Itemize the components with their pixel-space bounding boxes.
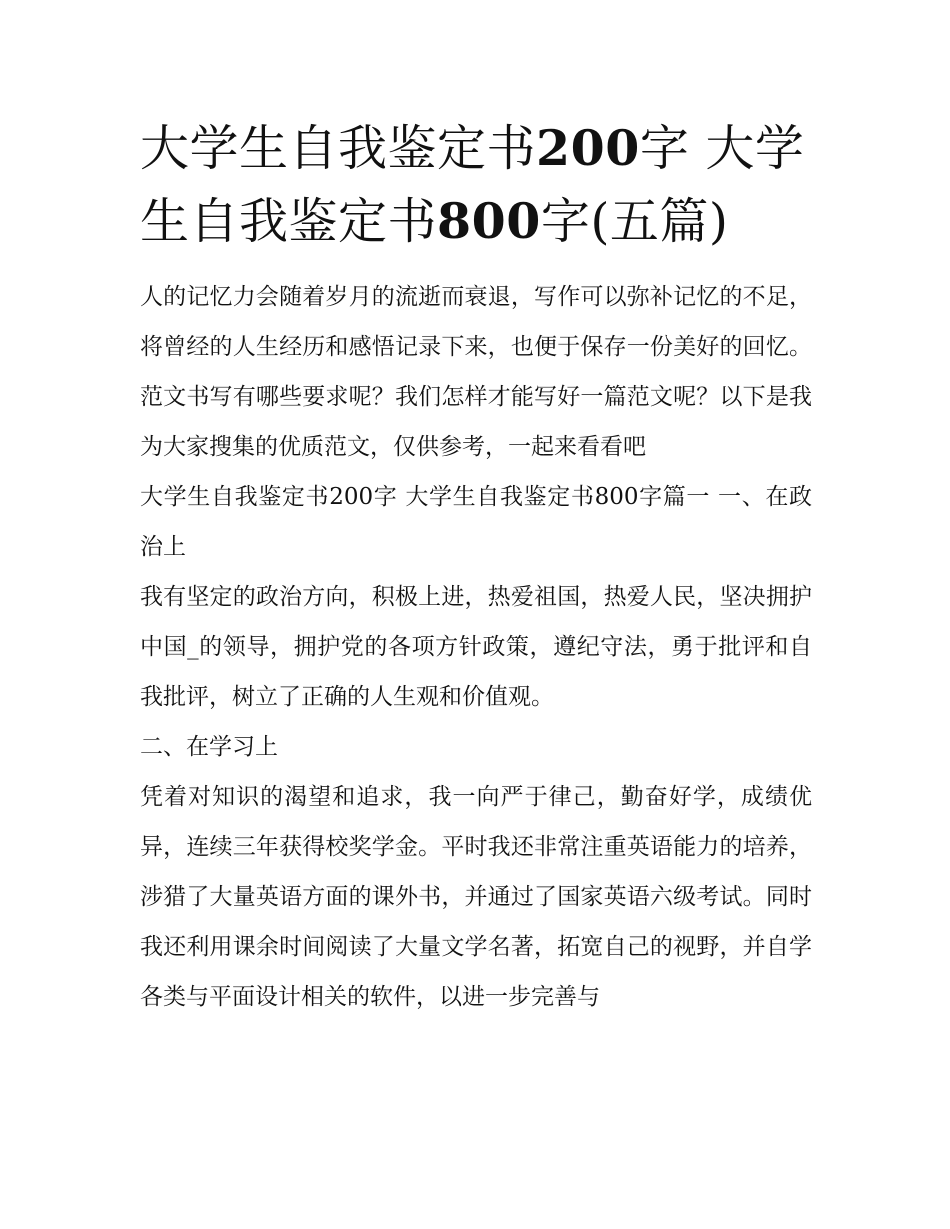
document-title: 大学生自我鉴定书200字 大学生自我鉴定书800字(五篇) <box>140 119 805 250</box>
study-paragraph: 凭着对知识的渴望和追求，我一向严于律己，勤奋好学，成绩优异，连续三年获得校奖学金。平时我还非常注重英语能力的培养，涉猎了大量英语方面的课外书，并通过了国家英语六级考试。同时我还利用课余时间阅读了大量文学名著，拓宽自己的视野，并自学各类与平面设计相关的软件，以进一步完善与 <box>140 784 812 1010</box>
intro-paragraph: 人的记忆力会随着岁月的流逝而衰退，写作可以弥补记忆的不足，将曾经的人生经历和感悟记录下来，也便于保存一份美好的回忆。范文书写有哪些要求呢？我们怎样才能写好一篇范文呢？以下是我为大家搜集的优质范文，仅供参考，一起来看看吧 <box>140 284 812 460</box>
section-heading-two: 二、在学习上 <box>140 734 278 760</box>
politics-paragraph: 我有坚定的政治方向，积极上进，热爱祖国，热爱人民，坚决拥护中国_的领导，拥护党的各项方针政策，遵纪守法，勇于批评和自我批评，树立了正确的人生观和价值观。 <box>140 584 812 710</box>
document-page <box>140 112 812 1022</box>
section-heading-one: 大学生自我鉴定书200字 大学生自我鉴定书800字篇一 一、在政治上 <box>140 484 812 560</box>
